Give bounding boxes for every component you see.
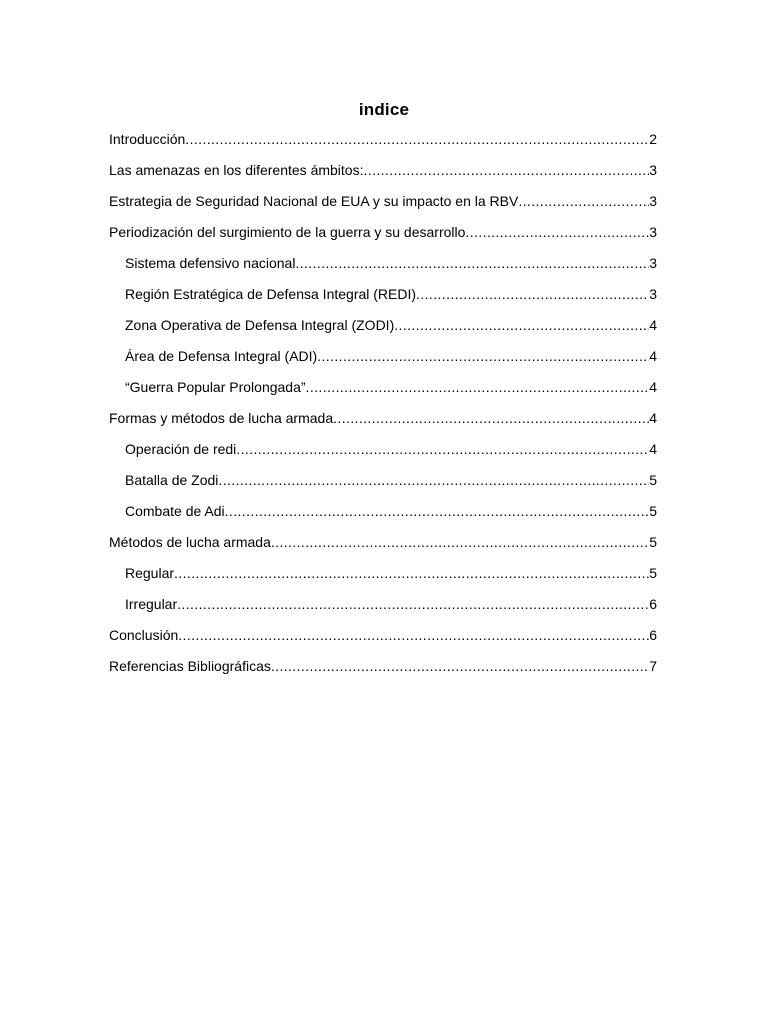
toc-entry-page: 4: [649, 348, 657, 364]
toc-subentry: [109, 374, 657, 405]
toc-subentry: [109, 467, 657, 498]
toc-subentry: [109, 591, 657, 622]
toc-entry-label: Batalla de Zodi: [125, 472, 219, 488]
toc-entry-label: Periodización del surgimiento de la guerra y su desarrollo: [109, 224, 466, 240]
dot-leader: [185, 126, 649, 152]
toc-subentry: [109, 343, 657, 374]
toc-entry: [109, 622, 657, 653]
dot-leader: [174, 560, 649, 586]
page-title: indice: [358, 100, 410, 119]
toc-subentry: [109, 312, 657, 343]
toc-entry-label: Formas y métodos de lucha armada: [109, 410, 334, 426]
toc-entry-page: 5: [649, 472, 657, 488]
dot-leader: [271, 653, 649, 679]
toc-entry-label: Operación de redi: [125, 441, 237, 457]
dot-leader: [236, 436, 649, 462]
dot-leader: [218, 467, 649, 493]
toc-entry-page: 6: [649, 627, 657, 643]
toc-entry-label: Zona Operativa de Defensa Integral (ZODI): [125, 317, 395, 333]
toc-subentry: [109, 281, 657, 312]
toc-entry: [109, 126, 657, 157]
toc-entry-page: 3: [649, 193, 657, 209]
dot-leader: [394, 312, 649, 338]
toc-entry: [109, 157, 657, 188]
toc-subentry: [109, 498, 657, 529]
toc-entry-page: 2: [649, 131, 657, 147]
toc-entry-label: Región Estratégica de Defensa Integral (REDI): [125, 286, 417, 302]
dot-leader: [225, 498, 649, 524]
toc-entry-page: 3: [649, 224, 657, 240]
toc-entry-label: Combate de Adi: [125, 503, 225, 519]
toc-entry-label: Introducción: [109, 131, 186, 147]
toc-entry: [109, 653, 657, 684]
toc-entry-page: 4: [649, 317, 657, 333]
toc-entry-label: “Guerra Popular Prolongada”: [125, 379, 306, 395]
toc-entry: [109, 405, 657, 436]
toc-entry-page: 5: [649, 503, 657, 519]
dot-leader: [363, 157, 649, 183]
toc-entry: [109, 219, 657, 250]
toc-entry: [109, 188, 657, 219]
toc-entry-page: 4: [649, 410, 657, 426]
toc-entry-page: 4: [649, 379, 657, 395]
toc-subentry: [109, 560, 657, 591]
toc-entry-page: 4: [649, 441, 657, 457]
toc-entry-label: Conclusión: [109, 627, 179, 643]
toc-subentry: [109, 436, 657, 467]
dot-leader: [306, 374, 649, 400]
toc-entry-label: Sistema defensivo nacional: [125, 255, 296, 271]
toc-subentry: [109, 250, 657, 281]
dot-leader: [518, 188, 649, 214]
toc-entry-page: 7: [649, 658, 657, 674]
dot-leader: [333, 405, 649, 431]
toc-entry: [109, 529, 657, 560]
toc-entry-label: Métodos de lucha armada: [109, 534, 271, 550]
dot-leader: [465, 219, 649, 245]
toc-entry-page: 3: [649, 162, 657, 178]
toc-entry-label: Las amenazas en los diferentes ámbitos:: [109, 162, 364, 178]
toc-entry-page: 5: [649, 534, 657, 550]
toc-entry-label: Referencias Bibliográficas: [109, 658, 271, 674]
dot-leader: [271, 529, 649, 555]
dot-leader: [317, 343, 649, 369]
toc-entry-page: 3: [649, 286, 657, 302]
toc-entry-label: Área de Defensa Integral (ADI): [125, 348, 318, 364]
table-of-contents: [109, 126, 657, 684]
toc-entry-label: Regular: [125, 565, 175, 581]
toc-entry-page: 5: [649, 565, 657, 581]
toc-entry-label: Estrategia de Seguridad Nacional de EUA y su impacto en la RBV: [109, 193, 519, 209]
toc-entry-page: 6: [649, 596, 657, 612]
dot-leader: [295, 250, 649, 276]
dot-leader: [416, 281, 649, 307]
toc-entry-page: 3: [649, 255, 657, 271]
dot-leader: [177, 591, 649, 617]
dot-leader: [178, 622, 649, 648]
toc-entry-label: Irregular: [125, 596, 178, 612]
